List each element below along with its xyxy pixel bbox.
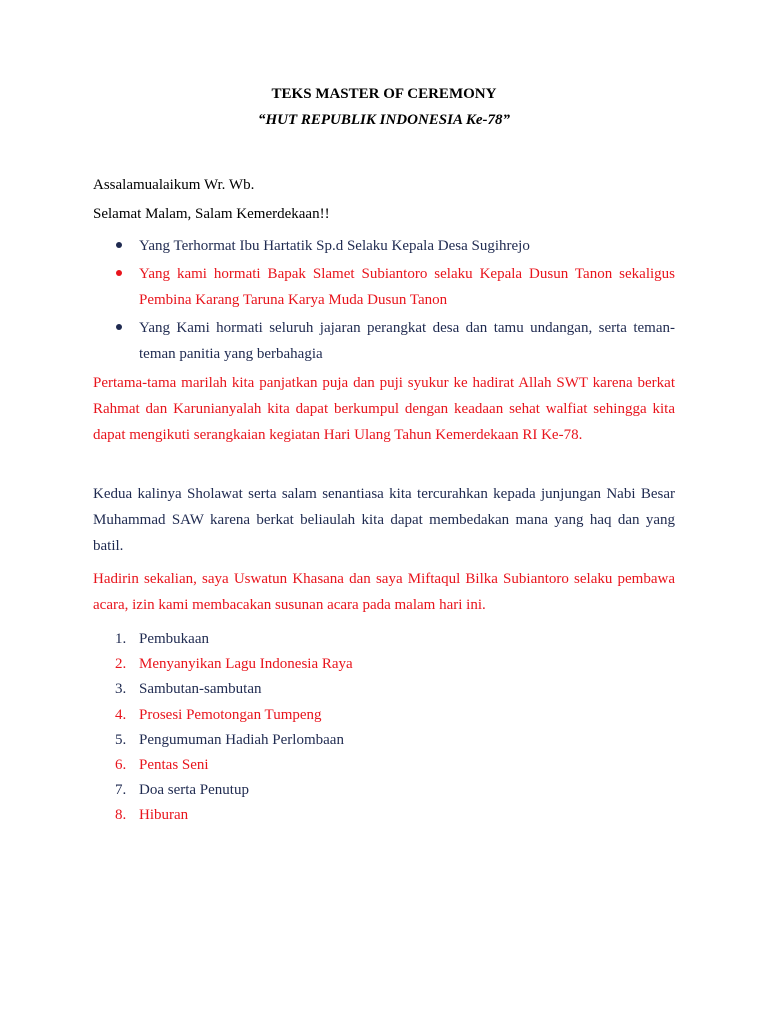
agenda-item [93, 803, 353, 828]
agenda-item [93, 753, 353, 778]
bullet-item [93, 233, 675, 259]
agenda-item [93, 652, 353, 677]
agenda-list [93, 627, 353, 829]
agenda-number: 8. [115, 807, 127, 824]
bullet-icon [116, 324, 122, 330]
agenda-text: Menyanyikan Lagu Indonesia Raya [139, 656, 353, 673]
bullet-item [93, 315, 675, 367]
document-title: TEKS MASTER OF CEREMONY [271, 86, 497, 102]
agenda-text: Hiburan [139, 807, 189, 824]
agenda-number: 3. [115, 681, 127, 698]
bullet-text: Yang Terhormat Ibu Hartatik Sp.d Selaku Kepala Desa Sugihrejo [139, 238, 530, 254]
agenda-number: 4. [115, 706, 127, 723]
paragraph-opening-prayer: Pertama-tama marilah kita panjatkan puja dan puji syukur ke hadirat Allah SWT karena berkat Rahmat dan Karunianyalah kita dapat berkumpul dengan keadaan sehat walfiat sehingga kita dapat mengikuti serangkaian kegiatan Hari Ulang Tahun Kemerdekaan RI Ke-78. [93, 375, 675, 443]
bullet-text: Yang Kami hormati seluruh jajaran perangkat desa dan tamu undangan, serta teman-teman panitia yang berbahagia [139, 320, 675, 362]
document-subtitle: “HUT REPUBLIK INDONESIA Ke-78” [257, 112, 511, 128]
agenda-number: 6. [115, 756, 127, 773]
agenda-number: 1. [115, 631, 127, 647]
agenda-text: Doa serta Penutup [139, 782, 249, 799]
agenda-text: Pengumuman Hadiah Perlombaan [139, 731, 344, 748]
paragraph-introduction: Hadirin sekalian, saya Uswatun Khasana dan saya Miftaqul Bilka Subiantoro selaku pembawa acara, izin kami membacakan susunan acara pada malam hari ini. [93, 571, 675, 613]
agenda-text: Pentas Seni [139, 756, 209, 773]
agenda-text: Prosesi Pemotongan Tumpeng [139, 706, 322, 723]
bullet-icon [116, 242, 122, 248]
agenda-item [93, 778, 353, 803]
bullet-icon [116, 270, 122, 276]
agenda-item [93, 703, 353, 728]
agenda-text: Pembukaan [139, 631, 209, 647]
bullet-item [93, 261, 675, 313]
agenda-item [93, 677, 353, 702]
greeting-evening: Selamat Malam, Salam Kemerdekaan!! [93, 206, 330, 222]
agenda-number: 5. [115, 731, 127, 748]
paragraph-sholawat: Kedua kalinya Sholawat serta salam senantiasa kita tercurahkan kepada junjungan Nabi Besar Muhammad SAW karena berkat beliaulah kita dapat membedakan mana yang haq dan yang batil. [93, 486, 675, 554]
bullet-text: Yang kami hormati Bapak Slamet Subiantoro selaku Kepala Dusun Tanon sekaligus Pembina Karang Taruna Karya Muda Dusun Tanon [139, 266, 675, 308]
agenda-item [93, 728, 353, 753]
greeting-salam: Assalamualaikum Wr. Wb. [93, 177, 255, 193]
agenda-number: 2. [115, 656, 127, 673]
agenda-text: Sambutan-sambutan [139, 681, 262, 698]
honorifics-list [93, 233, 675, 369]
agenda-item [93, 627, 353, 652]
agenda-number: 7. [115, 782, 127, 799]
